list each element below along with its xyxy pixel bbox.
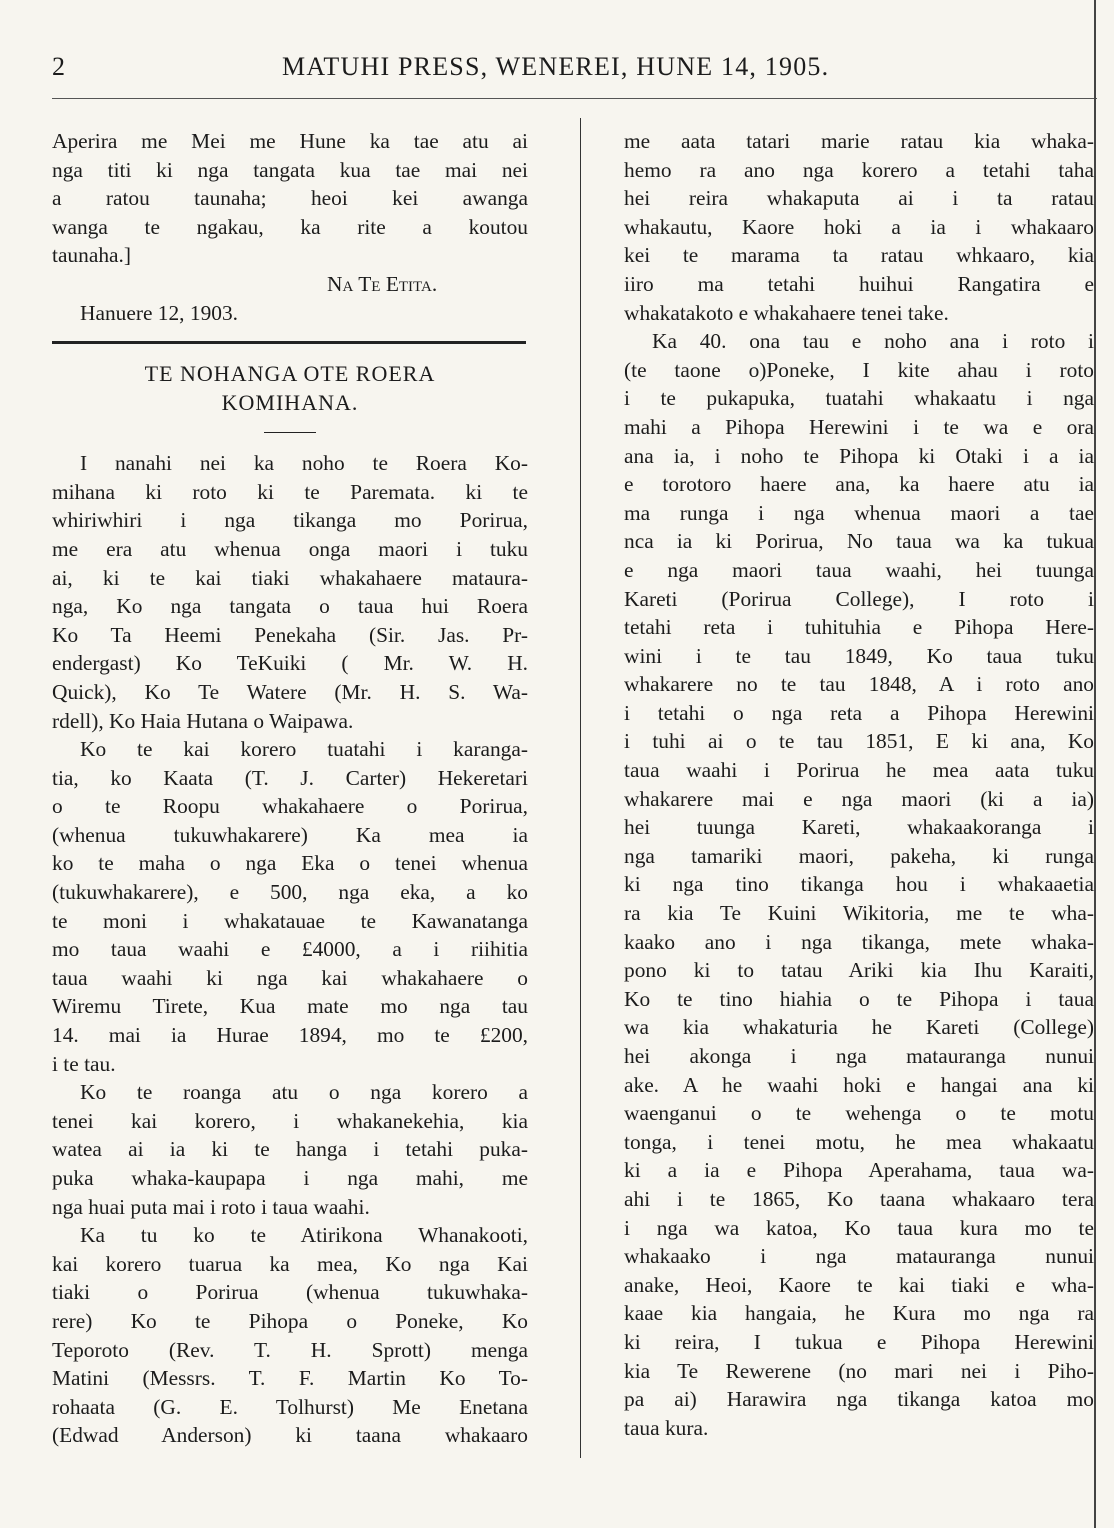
- text-line: Kareti (Porirua College), I roto i: [624, 586, 1094, 611]
- text-line: tenei kai korero, i whakanekehia, kia: [52, 1108, 528, 1133]
- text-line: tonga, i tenei motu, he mea whakaatu: [624, 1129, 1094, 1154]
- text-line: pa ai) Harawira nga tikanga katoa mo: [624, 1387, 1094, 1412]
- text-line: rohaata (G. E. Tolhurst) Me Enetana: [52, 1394, 528, 1419]
- article-heading: TE NOHANGA OTE ROERA: [144, 361, 436, 387]
- text-line: ki nga tino tikanga hou i whakaaetia: [624, 872, 1094, 897]
- text-line: taua kura.: [624, 1415, 709, 1440]
- text-line: whakarere no te tau 1848, A i roto ano: [624, 672, 1094, 697]
- heading-rule: [264, 432, 316, 433]
- text-line: 14. mai ia Hurae 1894, mo te £200,: [52, 1023, 528, 1048]
- text-line: Quick), Ko Te Watere (Mr. H. S. Wa-: [52, 679, 528, 704]
- text-line: (te taone o)Poneke, I kite ahau i roto: [624, 357, 1094, 382]
- text-line: ana ia, i noho te Pihopa ki Otaki i a ia: [624, 443, 1094, 468]
- text-line: iiro ma tetahi huihui Rangatira e: [624, 271, 1094, 296]
- text-line: whakarere mai e nga maori (ki a ia): [624, 786, 1094, 811]
- text-line: nga huai puta mai i roto i taua waahi.: [52, 1194, 370, 1219]
- text-line: ko te maha o nga Eka o tenei whenua: [52, 851, 528, 876]
- text-line: taunaha.]: [52, 243, 131, 268]
- text-line: e nga maori taua waahi, hei tuunga: [624, 557, 1094, 582]
- text-line: te moni i whakatauae te Kawanatanga: [52, 908, 528, 933]
- editor-signature: Na Te Etita.: [327, 271, 438, 296]
- text-line: Ka 40. ona tau e noho ana i roto i: [652, 329, 1094, 354]
- text-line: i tuhi ai o te tau 1851, E ki ana, Ko: [624, 729, 1094, 754]
- text-line: me aata tatari marie ratau kia whaka-: [624, 129, 1094, 153]
- text-line: wa kia whakaturia he Kareti (College): [624, 1015, 1094, 1040]
- text-line: o te Roopu whakahaere o Porirua,: [52, 794, 528, 819]
- text-line: kaae kia hangaia, he Kura mo nga ra: [624, 1301, 1094, 1326]
- text-line: rdell), Ko Haia Hutana o Waipawa.: [52, 708, 354, 733]
- text-line: tia, ko Kaata (T. J. Carter) Hekeretari: [52, 765, 528, 790]
- text-line: hemo ra ano nga korero a tetahi taha: [624, 157, 1094, 182]
- page-number: 2: [52, 52, 65, 81]
- text-line: hei tuunga Kareti, whakaakoranga i: [624, 815, 1094, 840]
- text-line: ra kia Te Kuini Wikitoria, me te wha-: [624, 901, 1094, 926]
- text-line: Ko te tino hiahia o te Pihopa i taua: [624, 986, 1094, 1011]
- text-line: rere) Ko te Pihopa o Poneke, Ko: [52, 1308, 528, 1333]
- text-line: Ko Ta Heemi Penekaha (Sir. Jas. Pr-: [52, 622, 528, 647]
- text-line: me era atu whenua onga maori i tuku: [52, 536, 528, 561]
- text-line: puka whaka-kaupapa i nga mahi, me: [52, 1166, 528, 1190]
- text-line: nca ia ki Porirua, No taua wa ka tukua: [624, 529, 1094, 554]
- text-line: (whenua tukuwhakarere) Ka mea ia: [52, 822, 528, 847]
- left-column: [52, 127, 528, 1450]
- text-line: endergast) Ko TeKuiki ( Mr. W. H.: [52, 651, 528, 676]
- article-heading: KOMIHANA.: [221, 390, 359, 416]
- text-line: waenganui o te wehenga o te motu: [624, 1101, 1094, 1126]
- text-line: Aperira me Mei me Hune ka tae atu ai: [52, 129, 528, 153]
- text-line: i nga wa katoa, Ko taua kura mo te: [624, 1215, 1094, 1240]
- text-line: i te tau.: [52, 1051, 116, 1076]
- text-line: Ko te roanga atu o nga korero a: [80, 1080, 528, 1105]
- text-line: kai korero tuarua ka mea, Ko nga Kai: [52, 1251, 528, 1276]
- text-line: taua waahi i Porirua he mea aata tuku: [624, 758, 1094, 783]
- text-line: ake. A he waahi hoki e hangai ana ki: [624, 1072, 1094, 1097]
- text-line: (Edwad Anderson) ki taana whakaaro: [52, 1423, 528, 1448]
- text-line: watea ai ia ki te hanga i tetahi puka-: [52, 1137, 528, 1162]
- column-divider: [580, 118, 581, 1458]
- header-rule: [52, 98, 1097, 99]
- text-line: mahi a Pihopa Herewini i te wa e ora: [624, 414, 1094, 439]
- intro-paragraph: [52, 127, 528, 270]
- text-line: ai, ki te kai tiaki whakahaere mataura-: [52, 565, 528, 590]
- text-line: Matini (Messrs. T. F. Martin Ko To-: [52, 1366, 528, 1391]
- text-line: hei reira whakaputa ai i ta ratau: [624, 186, 1094, 211]
- text-line: pono ki to tatau Ariki kia Ihu Karaiti,: [624, 958, 1094, 983]
- text-line: kaako ano i nga tikanga, mete whaka-: [624, 929, 1094, 954]
- text-line: e torotoro haere ana, ka haere atu ia: [624, 472, 1094, 497]
- text-line: tiaki o Porirua (whenua tukuwhaka-: [52, 1280, 528, 1305]
- text-line: ahi i te 1865, Ko taana whakaaro tera: [624, 1186, 1094, 1211]
- text-line: tetahi reta i tuhituhia e Pihopa Here-: [624, 615, 1094, 640]
- text-line: a ratou taunaha; heoi kei awanga: [52, 186, 528, 211]
- text-line: kia Te Rewerene (no mari nei i Piho-: [624, 1358, 1094, 1383]
- text-line: mo taua waahi e £4000, a i riihitia: [52, 937, 528, 962]
- text-line: Ko te kai korero tuatahi i karanga-: [80, 737, 528, 762]
- masthead: MATUHI PRESS, WENEREI, HUNE 14, 1905.: [282, 52, 830, 81]
- text-line: whakautu, Kaore hoki a ia i whakaaro: [624, 214, 1094, 239]
- text-line: ma runga i nga whenua maori a tae: [624, 500, 1094, 525]
- article-body-left: [52, 449, 528, 1450]
- text-line: Ka tu ko te Atirikona Whanakooti,: [80, 1223, 528, 1248]
- page-header: [52, 52, 942, 92]
- text-line: ki a ia e Pihopa Aperahama, taua wa-: [624, 1158, 1094, 1183]
- text-line: taua waahi ki nga kai whakahaere o: [52, 965, 528, 990]
- text-line: I nanahi nei ka noho te Roera Ko-: [80, 451, 528, 476]
- text-line: whiriwhiri i nga tikanga mo Porirua,: [52, 508, 528, 533]
- text-line: nga tamariki maori, pakeha, ki runga: [624, 843, 1094, 868]
- text-line: Wiremu Tirete, Kua mate mo nga tau: [52, 994, 528, 1019]
- text-line: whakaako i nga matauranga nunui: [624, 1244, 1094, 1269]
- text-line: i tetahi o nga reta a Pihopa Herewini: [624, 700, 1094, 725]
- text-line: hei akonga i nga matauranga nunui: [624, 1044, 1094, 1068]
- right-column: [624, 127, 1094, 1442]
- text-line: Teporoto (Rev. T. H. Sprott) menga: [52, 1337, 528, 1362]
- section-rule: [52, 341, 526, 344]
- text-line: nga titi ki nga tangata kua tae mai nei: [52, 157, 528, 182]
- text-line: i te pukapuka, tuatahi whakaatu i nga: [624, 386, 1094, 411]
- text-line: kei te marama ta ratau whkaaro, kia: [624, 243, 1094, 268]
- text-line: nga, Ko nga tangata o taua hui Roera: [52, 594, 528, 619]
- text-line: whakatakoto e whakahaere tenei take.: [624, 300, 949, 325]
- page-edge: [1094, 0, 1096, 1528]
- text-line: anake, Heoi, Kaore te kai tiaki e wha-: [624, 1272, 1094, 1297]
- text-line: mihana ki roto ki te Paremata. ki te: [52, 479, 528, 504]
- text-line: wini i te tau 1849, Ko taua tuku: [624, 643, 1094, 668]
- text-line: (tukuwhakarere), e 500, nga eka, a ko: [52, 880, 528, 905]
- text-line: wanga te ngakau, ka rite a koutou: [52, 214, 528, 239]
- text-line: ki reira, I tukua e Pihopa Herewini: [624, 1329, 1094, 1354]
- letter-date: Hanuere 12, 1903.: [80, 300, 239, 325]
